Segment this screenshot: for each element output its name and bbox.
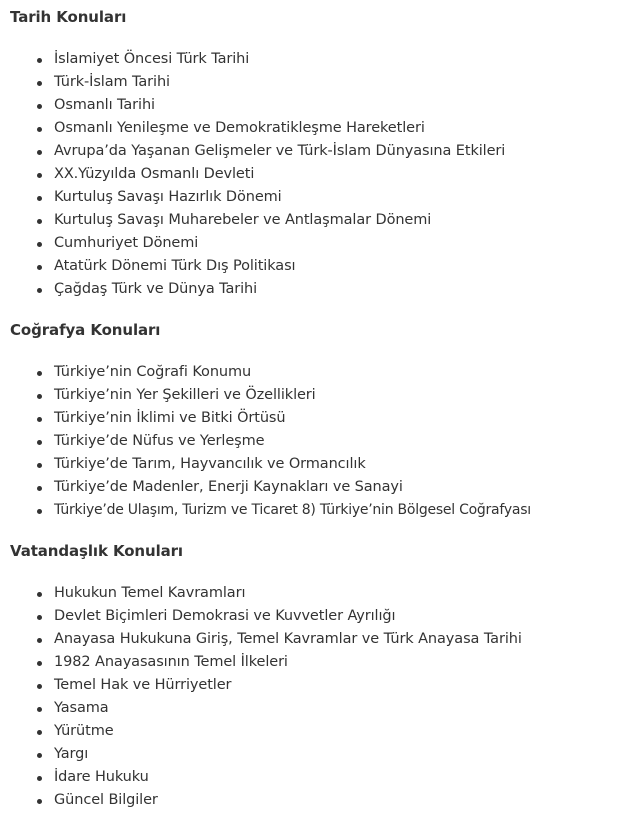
list-item-label: Temel Hak ve Hürriyetler [54,677,232,693]
list-item [0,674,632,697]
list-item-label: Çağdaş Türk ve Dünya Tarihi [54,281,258,297]
section-vatandaslik [0,541,632,812]
bullet-icon [37,58,42,63]
list-item [0,582,632,605]
list-item [0,384,632,407]
list-item-label: XX.Yüzyılda Osmanlı Devleti [54,166,255,182]
bullet-icon [37,509,42,514]
list-item [0,651,632,674]
list-item [0,117,632,140]
bullet-icon [37,288,42,293]
list-item-label: Osmanlı Yenileşme ve Demokratikleşme Hareketleri [54,120,425,136]
bullet-icon [37,150,42,155]
topic-list-cografya [0,361,632,522]
list-item [0,720,632,743]
list-item-label: Türkiye’de Ulaşım, Turizm ve Ticaret 8) Türkiye’nin Bölgesel Coğrafyası [54,502,531,518]
section-title-vatandaslik: Vatandaşlık Konuları [10,542,183,560]
list-item-label: Kurtuluş Savaşı Hazırlık Dönemi [54,189,282,205]
list-item [0,743,632,766]
list-item [0,605,632,628]
bullet-icon [37,81,42,86]
list-item-label: Türkiye’nin Yer Şekilleri ve Özellikleri [54,387,316,403]
list-item [0,453,632,476]
bullet-icon [37,440,42,445]
list-item-label: Avrupa’da Yaşanan Gelişmeler ve Türk-İslam Dünyasına Etkileri [54,143,506,159]
list-item [0,140,632,163]
list-item [0,697,632,720]
list-item-label: Cumhuriyet Dönemi [54,235,199,251]
list-item-label: Yargı [54,746,89,762]
bullet-icon [37,173,42,178]
list-item-label: Türkiye’de Tarım, Hayvancılık ve Ormancılık [54,456,366,472]
bullet-icon [37,417,42,422]
bullet-icon [37,127,42,132]
list-item-label: 1982 Anayasasının Temel İlkeleri [54,654,288,670]
list-item [0,476,632,499]
list-item-label: Hukukun Temel Kavramları [54,585,246,601]
list-item [0,232,632,255]
list-item [0,361,632,384]
list-item [0,163,632,186]
section-cografya [0,320,632,522]
list-item-label: Güncel Bilgiler [54,792,158,808]
list-item-label: Türkiye’de Madenler, Enerji Kaynakları ve Sanayi [54,479,403,495]
list-item-label: Anayasa Hukukuna Giriş, Temel Kavramlar ve Türk Anayasa Tarihi [54,631,522,647]
bullet-icon [37,219,42,224]
bullet-icon [37,265,42,270]
list-item-label: İslamiyet Öncesi Türk Tarihi [54,51,250,67]
list-item-label: Türkiye’de Nüfus ve Yerleşme [54,433,265,449]
list-item-label: Osmanlı Tarihi [54,97,155,113]
bullet-icon [37,371,42,376]
list-item-label: İdare Hukuku [54,769,149,785]
topic-list-vatandaslik [0,582,632,812]
list-item [0,71,632,94]
bullet-icon [37,592,42,597]
list-item [0,628,632,651]
list-item [0,209,632,232]
list-item [0,499,632,522]
list-item-label: Yasama [54,700,109,716]
section-tarih [0,7,632,301]
bullet-icon [37,486,42,491]
section-title-cografya: Coğrafya Konuları [10,321,161,339]
list-item [0,407,632,430]
list-item [0,430,632,453]
bullet-icon [37,242,42,247]
bullet-icon [37,661,42,666]
bullet-icon [37,394,42,399]
list-item-label: Kurtuluş Savaşı Muharebeler ve Antlaşmalar Dönemi [54,212,432,228]
list-item [0,94,632,117]
bullet-icon [37,753,42,758]
bullet-icon [37,638,42,643]
bullet-icon [37,799,42,804]
list-item [0,766,632,789]
bullet-icon [37,463,42,468]
section-title-tarih: Tarih Konuları [10,8,127,26]
bullet-icon [37,730,42,735]
bullet-icon [37,615,42,620]
list-item-label: Türk-İslam Tarihi [54,74,170,90]
list-item [0,186,632,209]
list-item [0,255,632,278]
bullet-icon [37,776,42,781]
bullet-icon [37,707,42,712]
topic-list-tarih [0,48,632,301]
list-item [0,789,632,812]
bullet-icon [37,196,42,201]
bullet-icon [37,684,42,689]
list-item [0,48,632,71]
list-item-label: Türkiye’nin İklimi ve Bitki Örtüsü [54,410,286,426]
list-item [0,278,632,301]
list-item-label: Devlet Biçimleri Demokrasi ve Kuvvetler Ayrılığı [54,608,396,624]
list-item-label: Yürütme [54,723,114,739]
bullet-icon [37,104,42,109]
list-item-label: Atatürk Dönemi Türk Dış Politikası [54,258,296,274]
list-item-label: Türkiye’nin Coğrafi Konumu [54,364,252,380]
